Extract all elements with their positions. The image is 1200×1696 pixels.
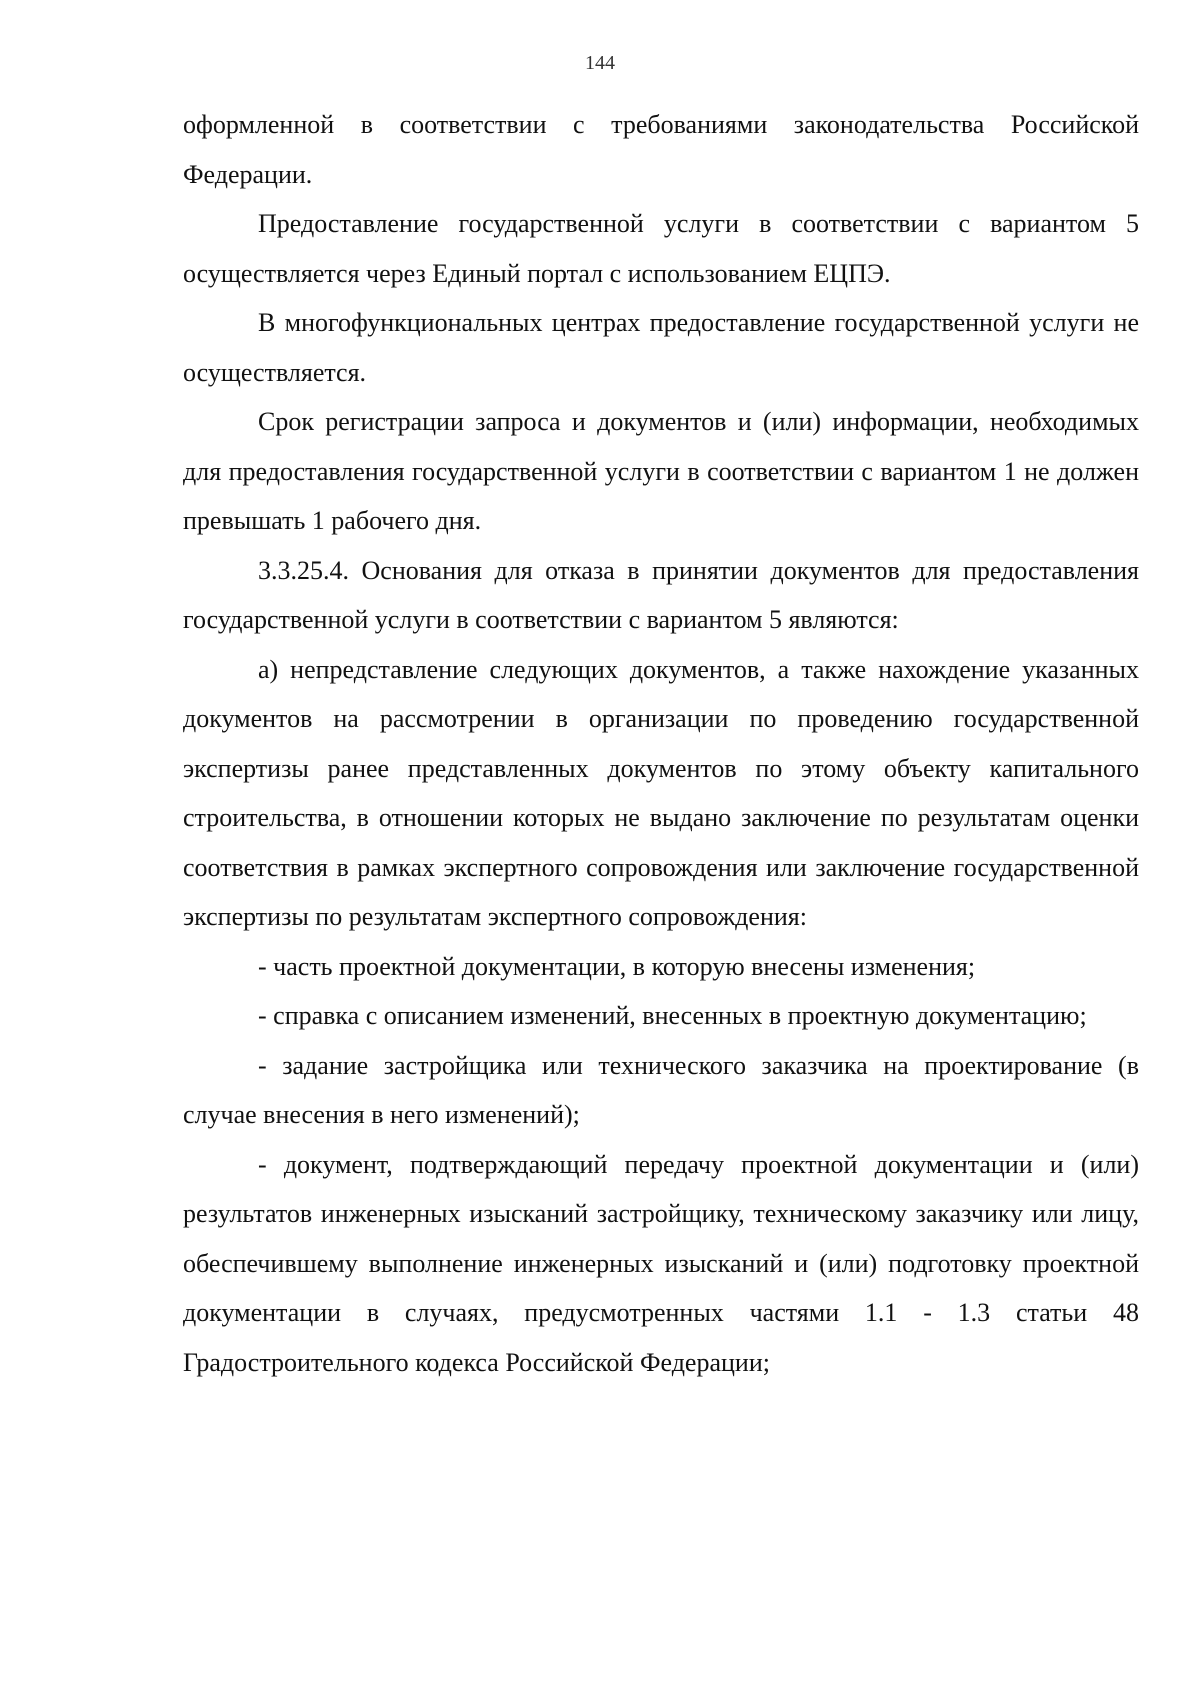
list-item-design-assignment: - задание застройщика или технического заказчика на проектирование (в случае внесения в него изменений);	[183, 1050, 1139, 1129]
paragraph-service-variant-5: Предоставление государственной услуги в соответствии с вариантом 5 осуществляется через Единый портал с использованием ЕЦПЭ.	[183, 209, 1139, 288]
paragraph-continuation: оформленной в соответствии с требованиями законодательства Российской Федерации.	[183, 110, 1139, 189]
page-number: 144	[585, 52, 615, 74]
list-item-project-part: - часть проектной документации, в которую внесены изменения;	[258, 951, 976, 981]
paragraph-section-3-3-25-4: 3.3.25.4. Основания для отказа в принятии документов для предоставления государственной услуги в соответствии с вариантом 5 являются:	[183, 555, 1139, 634]
paragraph-mfc: В многофункциональных центрах предоставление государственной услуги не осуществляется.	[183, 308, 1139, 387]
list-item-transfer-document: - документ, подтверждающий передачу проектной документации и (или) результатов инженерных изысканий застройщику, техническому заказчику или лицу, обеспечившему выполнение инженерных изысканий и (или) подготовку проектной документации в случаях, предусмотренных частями 1.1 - 1.3 статьи 48 Градостроительного кодекса Российской Федерации;	[183, 1149, 1139, 1377]
document-body	[183, 100, 1139, 1387]
paragraph-registration-term: Срок регистрации запроса и документов и (или) информации, необходимых для предоставления государственной услуги в соответствии с вариантом 1 не должен превышать 1 рабочего дня.	[183, 407, 1139, 535]
paragraph-item-a: а) непредставление следующих документов, а также нахождение указанных документов на рассмотрении в организации по проведению государственной экспертизы ранее представленных документов по этому объекту капитального строительства, в отношении которых не выдано заключение по результатам оценки соответствия в рамках экспертного сопровождения или заключение государственной экспертизы по результатам экспертного сопровождения:	[183, 654, 1139, 931]
list-item-change-certificate: - справка с описанием изменений, внесенных в проектную документацию;	[258, 1001, 1087, 1030]
